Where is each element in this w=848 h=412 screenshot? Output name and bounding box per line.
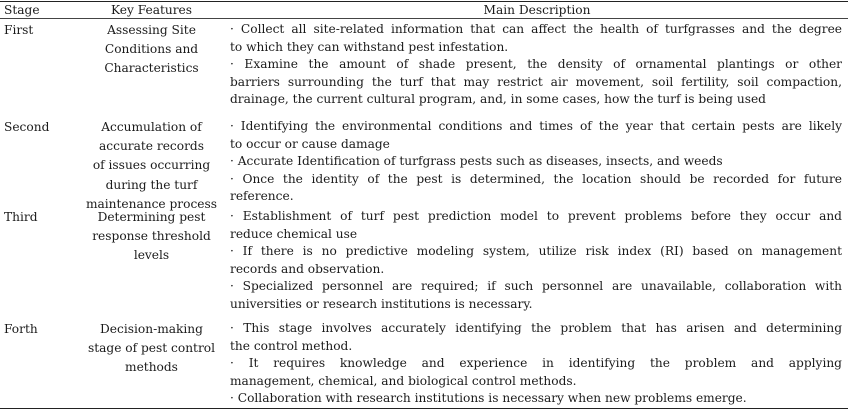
- key-feature-line: of issues occurring: [92, 158, 211, 173]
- description-line: to which they can withstand pest infestation.: [230, 39, 509, 54]
- description-line: · Collaboration with research institutions is necessary when new problems emerge.: [230, 391, 747, 406]
- description-line: reduce chemical use: [230, 226, 358, 241]
- main-description-cell: [230, 21, 842, 109]
- description-line: reference.: [230, 189, 294, 204]
- description-line: · Accurate Identification of turfgrass pests such as diseases, insects, and weeds: [230, 154, 723, 169]
- description-line: · This stage involves accurately identifying the problem that has arisen and determining: [230, 321, 842, 335]
- key-feature-line: response threshold: [92, 229, 211, 244]
- header-main-description: Main Description: [483, 3, 591, 17]
- key-features-cell: [84, 208, 219, 266]
- key-feature-line: levels: [133, 248, 170, 263]
- key-feature-line: methods: [125, 360, 178, 375]
- key-feature-line: accurate records: [99, 139, 204, 154]
- header-stage: Stage: [4, 3, 40, 17]
- description-line: · Establishment of turf pest prediction model to prevent problems before they occur and: [230, 209, 842, 223]
- main-description-cell: [230, 320, 842, 408]
- key-feature-line: Conditions and: [104, 42, 199, 57]
- description-line: barriers surrounding the turf that may restrict air movement, soil fertility, soil compaction,: [230, 74, 842, 89]
- key-feature-line: Accumulation of: [101, 120, 202, 134]
- table-bottom-rule: [0, 408, 848, 409]
- table-header-rule: [0, 18, 848, 19]
- key-feature-line: Characteristics: [104, 61, 199, 76]
- key-features-cell: [84, 118, 219, 214]
- description-line: universities or research institutions is necessary.: [230, 296, 533, 311]
- main-description-cell: [230, 118, 842, 206]
- description-line: records and observation.: [230, 261, 385, 276]
- key-feature-line: Decision-making: [100, 322, 203, 336]
- key-features-cell: [84, 320, 219, 378]
- description-line: management, chemical, and biological control methods.: [230, 373, 577, 388]
- stage-cell: First: [4, 23, 34, 37]
- stage-cell: Third: [4, 210, 38, 224]
- main-description-cell: [230, 208, 842, 314]
- key-feature-line: maintenance process: [85, 196, 218, 211]
- stage-cell: Forth: [4, 322, 38, 336]
- description-line: · It requires knowledge and experience in identifying the problem and applying: [230, 356, 842, 371]
- description-line: to occur or cause damage: [230, 136, 390, 151]
- header-key-features: Key Features: [110, 3, 193, 17]
- key-feature-line: during the turf: [105, 177, 198, 192]
- description-line: · Once the identity of the pest is determined, the location should be recorded for future: [230, 171, 842, 186]
- description-line: drainage, the current cultural program, and, in some cases, how the turf is being used: [230, 92, 766, 107]
- description-line: · Identifying the environmental conditions and times of the year that certain pests are likely: [230, 119, 842, 133]
- description-line: · Collect all site-related information that can affect the health of turfgrasses and the degree: [230, 22, 842, 36]
- key-feature-line: Assessing Site: [107, 23, 196, 37]
- stage-cell: Second: [4, 120, 50, 134]
- description-line: the control method.: [230, 338, 353, 353]
- description-line: · Specialized personnel are required; if such personnel are unavailable, collaboration with: [230, 279, 842, 294]
- description-line: · If there is no predictive modeling system, utilize risk index (RI) based on management: [230, 244, 842, 259]
- key-feature-line: stage of pest control: [87, 341, 216, 356]
- key-features-cell: [84, 21, 219, 79]
- description-line: · Examine the amount of shade present, the density of ornamental plantings or other: [230, 57, 842, 72]
- key-feature-line: Determining pest: [97, 210, 206, 224]
